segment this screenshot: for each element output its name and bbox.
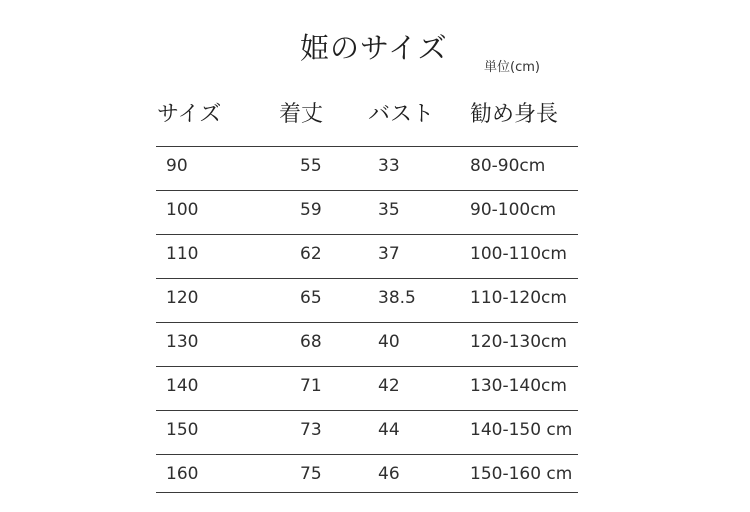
cell-height: 140-150 cm	[470, 420, 573, 440]
cell-height: 150-160 cm	[470, 464, 573, 484]
cell-height: 100-110cm	[470, 244, 567, 264]
cell-bust: 46	[378, 464, 400, 484]
cell-size: 90	[166, 156, 188, 176]
table-row	[0, 190, 750, 234]
cell-height: 110-120cm	[470, 288, 567, 308]
cell-bust: 33	[378, 156, 400, 176]
cell-height: 120-130cm	[470, 332, 567, 352]
cell-bust: 35	[378, 200, 400, 220]
table-row	[0, 146, 750, 190]
cell-length: 71	[300, 376, 322, 396]
cell-height: 80-90cm	[470, 156, 546, 176]
row-divider	[156, 278, 578, 279]
cell-size: 110	[166, 244, 199, 264]
row-divider	[156, 366, 578, 367]
table-bottom-rule	[156, 492, 578, 493]
cell-size: 160	[166, 464, 199, 484]
table-row	[0, 366, 750, 410]
row-divider	[156, 146, 578, 147]
row-divider	[156, 454, 578, 455]
header-length: 着丈	[279, 102, 324, 127]
cell-bust: 38.5	[378, 288, 416, 308]
row-divider	[156, 410, 578, 411]
cell-length: 75	[300, 464, 322, 484]
cell-height: 130-140cm	[470, 376, 567, 396]
table-row	[0, 322, 750, 366]
cell-length: 65	[300, 288, 322, 308]
unit-label: 単位(cm)	[484, 60, 540, 75]
table-row	[0, 410, 750, 454]
table-row	[0, 278, 750, 322]
cell-size: 120	[166, 288, 199, 308]
row-divider	[156, 322, 578, 323]
cell-bust: 44	[378, 420, 400, 440]
cell-height: 90-100cm	[470, 200, 557, 220]
cell-length: 68	[300, 332, 322, 352]
header-bust: バスト	[368, 102, 435, 127]
cell-size: 100	[166, 200, 199, 220]
table-row	[0, 234, 750, 278]
cell-bust: 42	[378, 376, 400, 396]
cell-length: 59	[300, 200, 322, 220]
cell-length: 73	[300, 420, 322, 440]
row-divider	[156, 190, 578, 191]
header-height: 勧め身長	[470, 102, 559, 127]
chart-title: 姫のサイズ	[300, 31, 448, 65]
cell-size: 150	[166, 420, 199, 440]
cell-length: 62	[300, 244, 322, 264]
cell-size: 140	[166, 376, 199, 396]
row-divider	[156, 234, 578, 235]
cell-size: 130	[166, 332, 199, 352]
header-size: サイズ	[157, 102, 222, 127]
cell-bust: 37	[378, 244, 400, 264]
cell-length: 55	[300, 156, 322, 176]
cell-bust: 40	[378, 332, 400, 352]
